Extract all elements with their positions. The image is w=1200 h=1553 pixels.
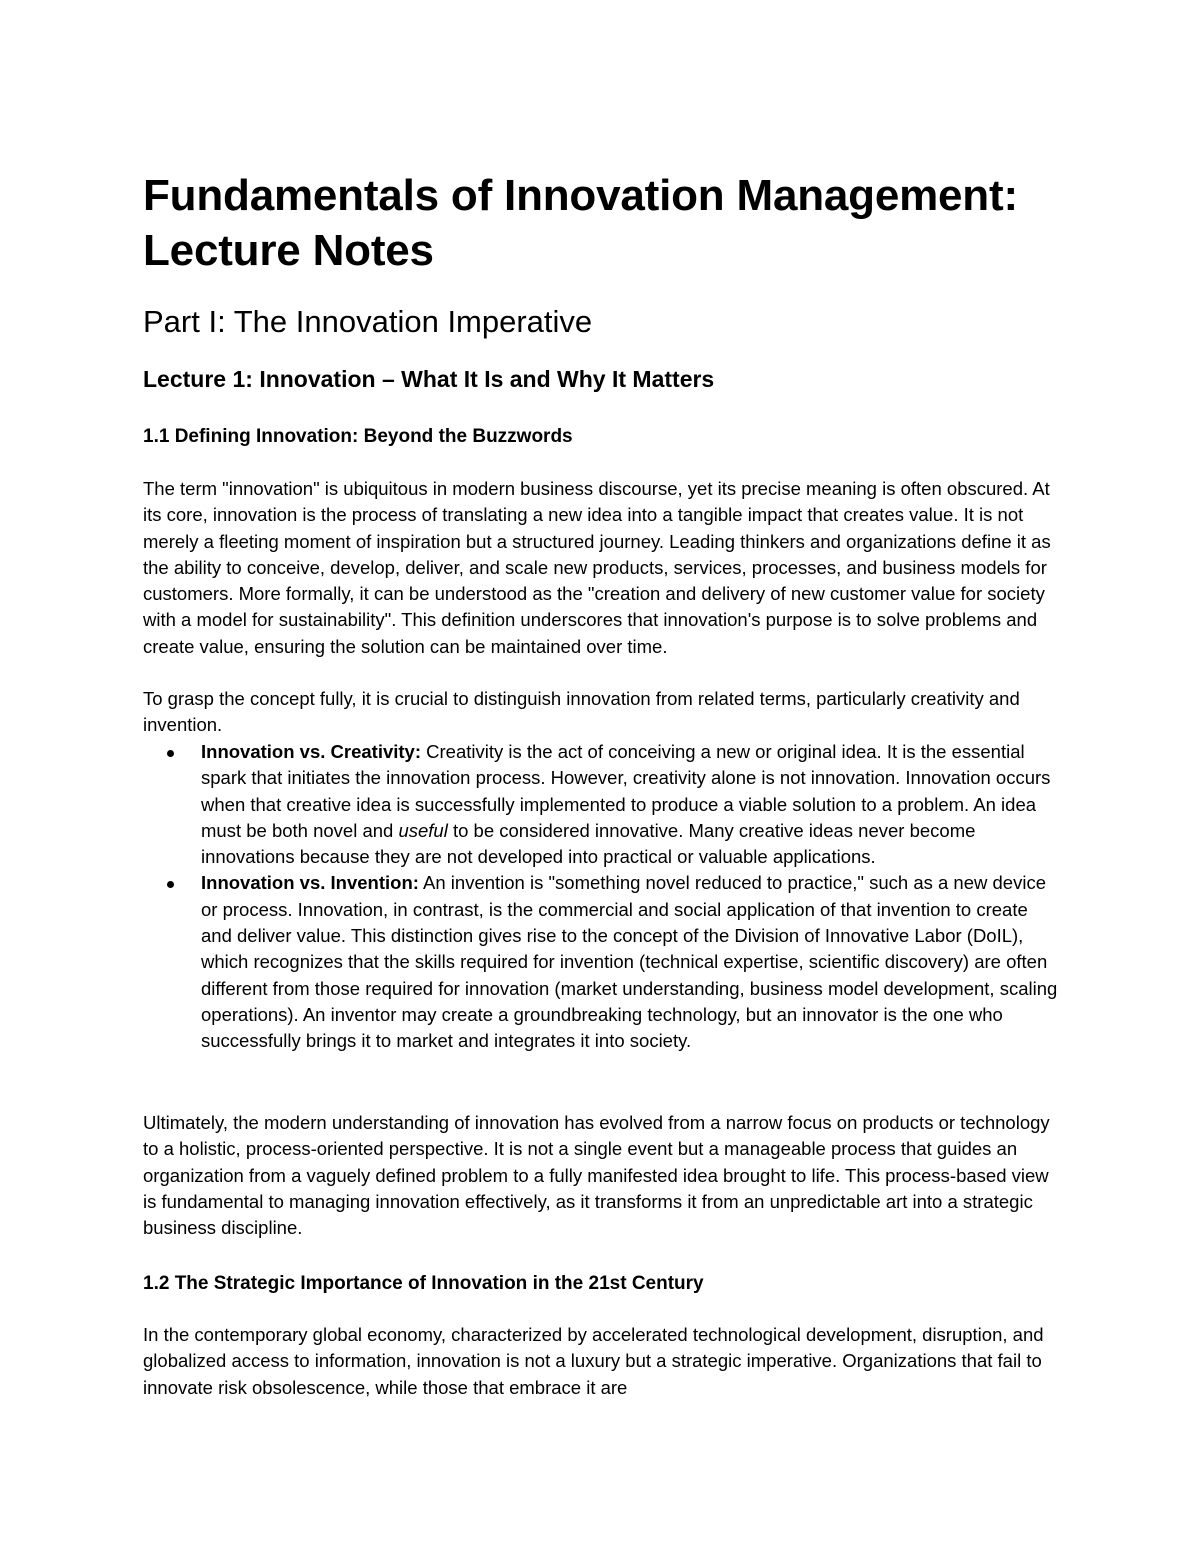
section-1-1-paragraph-3: Ultimately, the modern understanding of innovation has evolved from a narrow focus on products or technology to a holistic, process-oriented perspective. It is not a single event but a manageable process that guides an organization from a vaguely defined problem to a fully manifested idea brought to life. This process-based view is fundamental to managing innovation effectively, as it transforms it from an unpredictable art into a strategic business discipline. xyxy=(143,1112,1050,1239)
section-1-2-paragraph-1: In the contemporary global economy, characterized by accelerated technological development, disruption, and globalized access to information, innovation is not a luxury but a strategic imperative. Organizations that fail to innovate risk obsolescence, while those that embrace it are xyxy=(143,1324,1044,1398)
list-item xyxy=(143,870,1063,1054)
bullet-icon xyxy=(167,881,174,888)
list-item xyxy=(143,739,1063,870)
bullet-label: Innovation vs. Invention: xyxy=(201,872,419,894)
document-content xyxy=(143,168,1063,1398)
section-1-1-heading: 1.1 Defining Innovation: Beyond the Buzzwords xyxy=(143,426,573,447)
bullet-emphasis: useful xyxy=(398,819,448,841)
bullet-text: to be considered innovative. Many creative ideas never become innovations because they are not developed into practical or valuable applications. xyxy=(201,819,976,868)
bullet-label: Innovation vs. Creativity: xyxy=(201,741,421,762)
document-title: Fundamentals of Innovation Management: Lecture Notes xyxy=(143,171,1018,275)
section-1-2-heading: 1.2 The Strategic Importance of Innovation in the 21st Century xyxy=(143,1273,704,1294)
lecture-heading: Lecture 1: Innovation – What It Is and Why It Matters xyxy=(143,366,715,392)
section-1-1-paragraph-1: The term "innovation" is ubiquitous in modern business discourse, yet its precise meaning is often obscured. At its core, innovation is the process of translating a new idea into a tangible impact that creates value. It is not merely a fleeting moment of inspiration but a structured journey. Leading thinkers and organizations define it as the ability to conceive, develop, deliver, and scale new products, services, processes, and business models for customers. More formally, it can be understood as the "creation and delivery of new customer value for society with a model for sustainability". This definition underscores that innovation's purpose is to solve problems and create value, ensuring the solution can be maintained over time. xyxy=(143,478,1051,657)
part-heading: Part I: The Innovation Imperative xyxy=(143,304,593,339)
bullet-text: Creativity is the act of conceiving a new or original idea. It is the essential spark that initiates the innovation process. However, creativity alone is not innovation. Innovation occurs when that creative idea is successfully implemented to produce a viable solution to a problem. An idea must be both novel and xyxy=(201,741,1051,841)
bullet-text: An invention is "something novel reduced to practice," such as a new device or process. Innovation, in contrast, is the commercial and social application of that invention to create and deliver value. This distinction gives rise to the concept of the Division of Innovative Labor (DoIL), which recognizes that the skills required for invention (technical expertise, scientific discovery) are often different from those required for innovation (market understanding, business model development, scaling operations). An inventor may create a groundbreaking technology, but an innovator is the one who successfully brings it to market and integrates it into society. xyxy=(201,872,1058,1052)
bullet-icon xyxy=(167,750,174,757)
section-1-1-paragraph-2: To grasp the concept fully, it is crucial to distinguish innovation from related terms, particularly creativity and invention. xyxy=(143,688,1020,736)
comparison-list xyxy=(143,739,1063,1055)
